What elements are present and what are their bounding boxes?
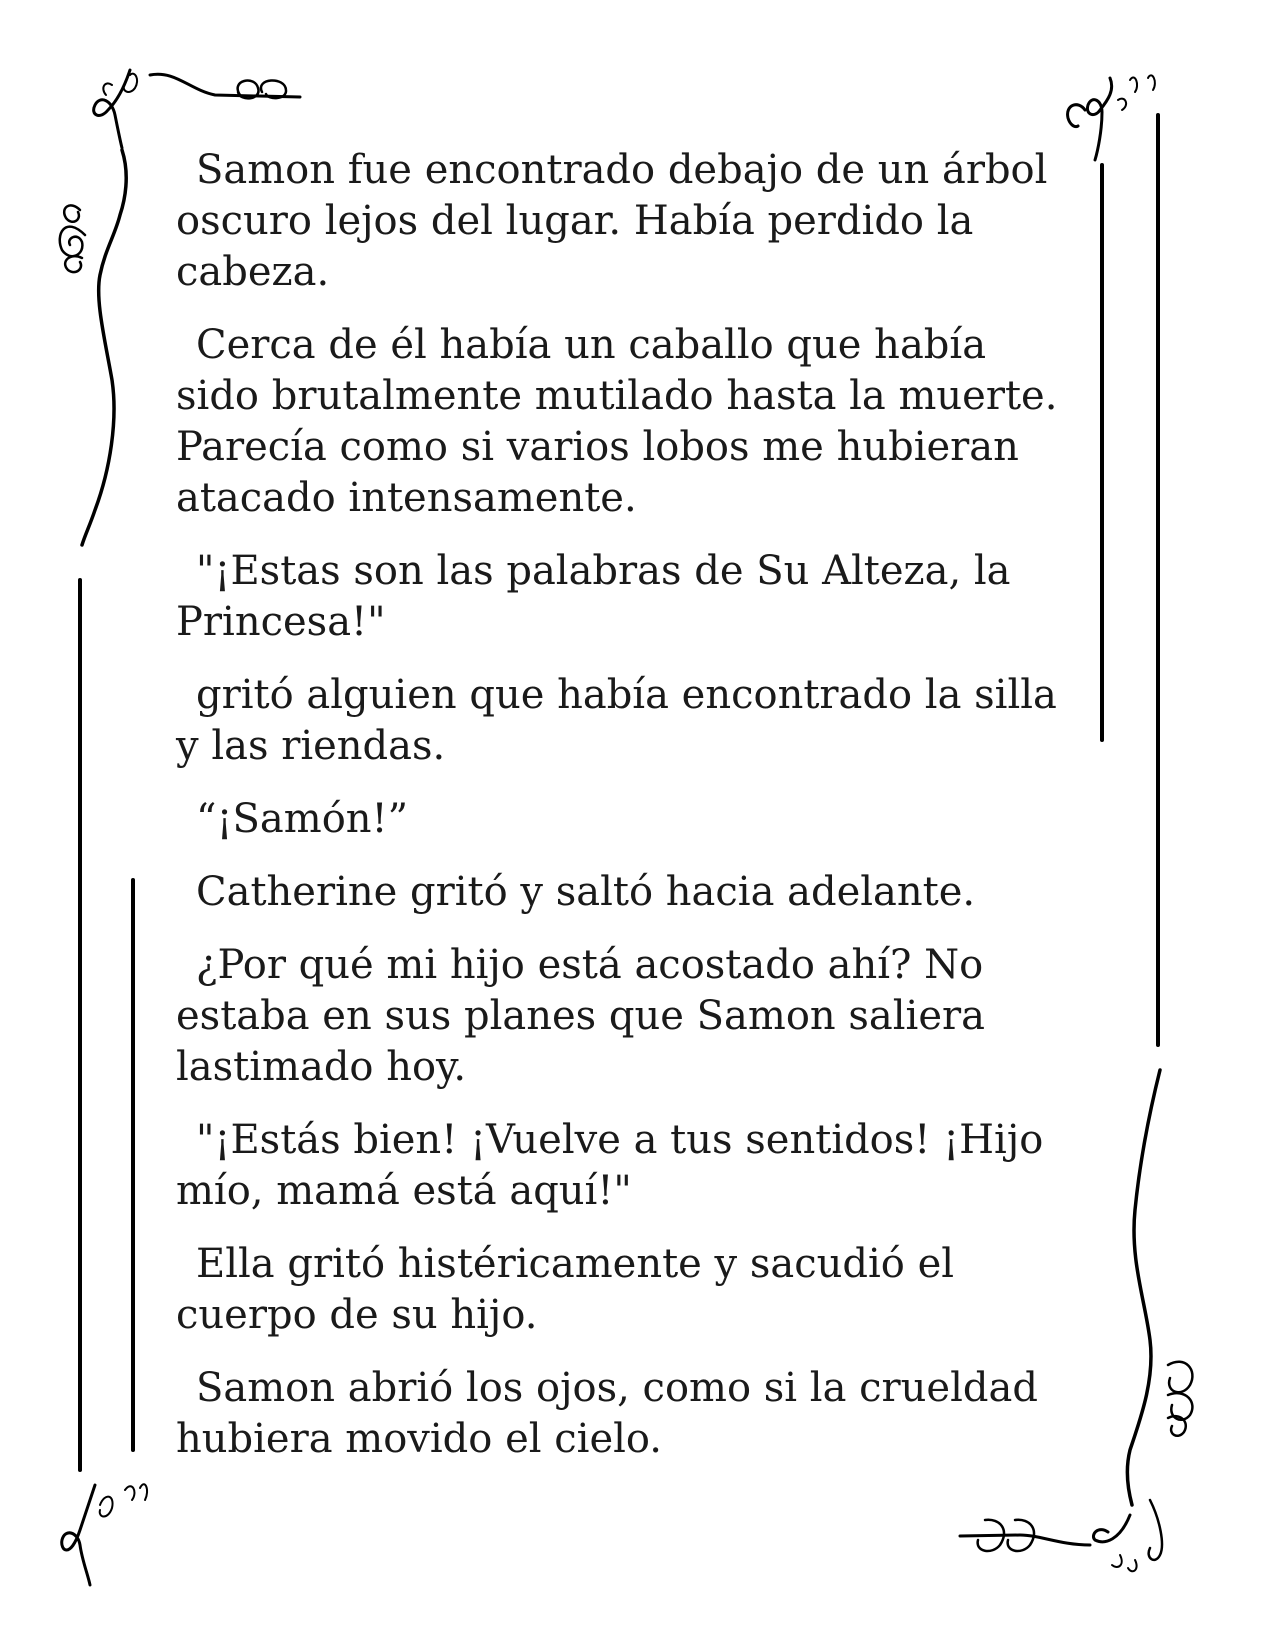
paragraph: "¡Estás bien! ¡Vuelve a tus sentidos! ¡Hijo mío, mamá está aquí!" [176,1117,1044,1214]
paragraph: Ella gritó histéricamente y sacudió el cuerpo de su hijo. [176,1241,955,1338]
paragraph: Samon abrió los ojos, como si la crueldad hubiera movido el cielo. [176,1365,1038,1462]
paragraph: Catherine gritó y saltó hacia adelante. [196,869,976,915]
paragraph: "¡Estas son las palabras de Su Alteza, la Princesa!" [176,548,1011,645]
paragraph: Cerca de él había un caballo que había sido brutalmente mutilado hasta la muerte. Parecía como si varios lobos me hubieran atacado intensamente. [176,322,1058,521]
story-text [176,145,1076,1487]
paragraph: “¡Samón!” [196,796,409,842]
paragraph: gritó alguien que había encontrado la silla y las riendas. [176,672,1057,769]
paragraph: Samon fue encontrado debajo de un árbol oscuro lejos del lugar. Había perdido la cabeza. [176,147,1048,295]
top-left-flourish [150,74,300,97]
bottom-right-flourish [1127,1070,1160,1505]
paragraph: ¿Por qué mi hijo está acostado ahí? No estaba en sus planes que Samon saliera lastimado hoy. [176,942,985,1090]
top-right-flourish [1087,78,1111,160]
bottom-left-flourish [62,1485,95,1585]
